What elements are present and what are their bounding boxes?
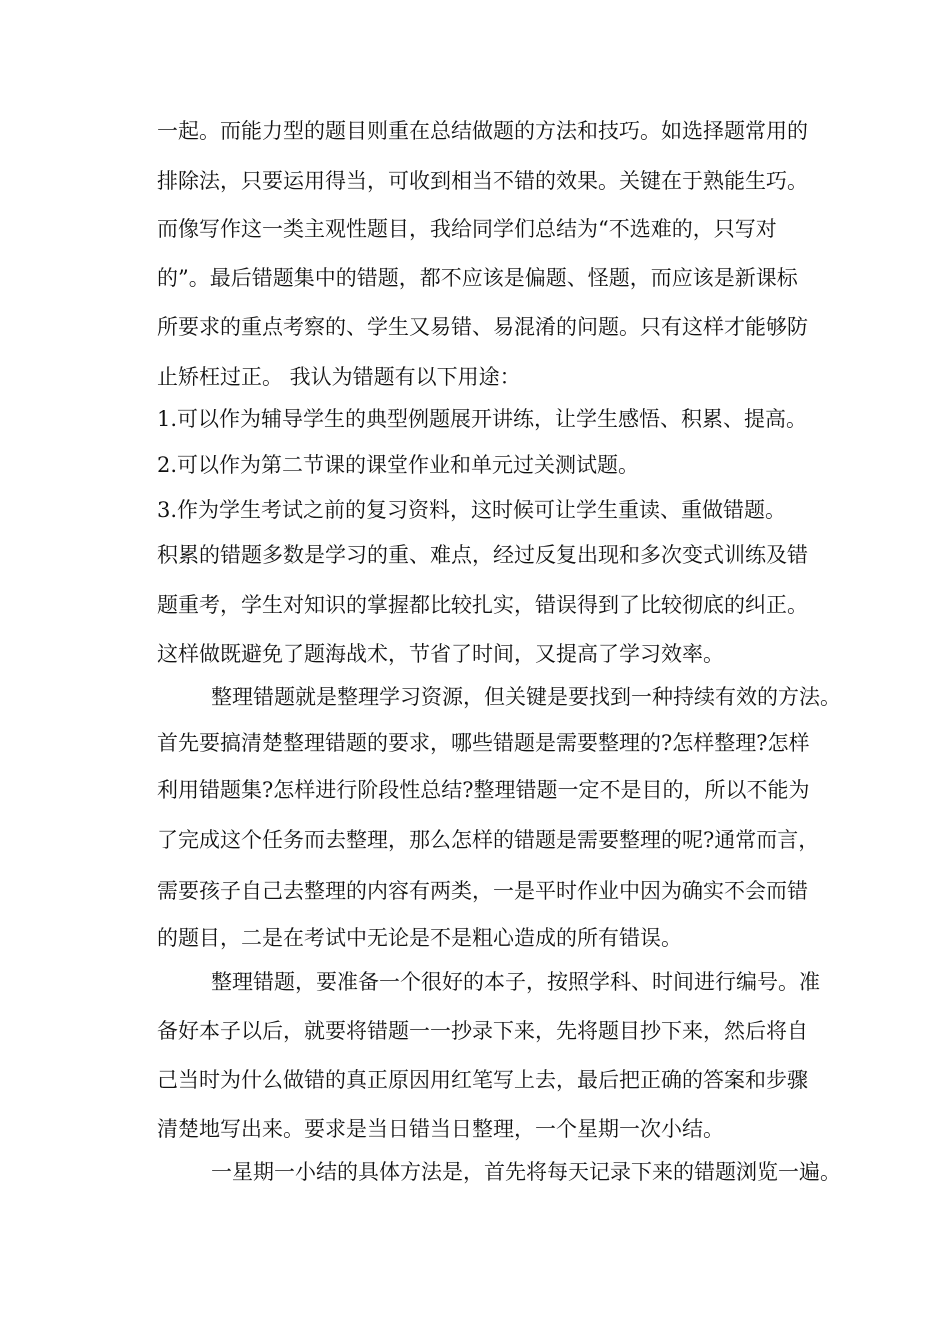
text-line: 题重考，学生对知识的掌握都比较扎实，错误得到了比较彻底的纠正。 bbox=[157, 593, 808, 617]
text-line: 需要孩子自己去整理的内容有两类，一是平时作业中因为确实不会而错 bbox=[157, 879, 808, 903]
text-line: 的”。最后错题集中的错题，都不应该是偏题、怪题，而应该是新课标 bbox=[157, 266, 798, 290]
text-line: 了完成这个任务而去整理，那么怎样的错题是需要整理的呢?通常而言， bbox=[157, 828, 820, 852]
paragraph-start-line: 整理错题就是整理学习资源，但关键是要找到一种持续有效的方法。 bbox=[211, 685, 841, 709]
text-line: 清楚地写出来。要求是当日错当日整理，一个星期一次小结。 bbox=[157, 1117, 724, 1141]
text-line: 这样做既避免了题海战术，节省了时间，又提高了学习效率。 bbox=[157, 642, 724, 666]
text-line: 备好本子以后，就要将错题一一抄录下来，先将题目抄下来，然后将自 bbox=[157, 1019, 808, 1043]
text-line: 一起。而能力型的题目则重在总结做题的方法和技巧。如选择题常用的 bbox=[157, 119, 808, 143]
text-line: 止矫枉过正。 我认为错题有以下用途： bbox=[157, 365, 521, 389]
text-line: 而像写作这一类主观性题目，我给同学们总结为“不选难的，只写对 bbox=[157, 217, 777, 241]
list-item: 1.可以作为辅导学生的典型例题展开讲练，让学生感悟、积累、提高。 bbox=[157, 407, 808, 431]
paragraph-start-line: 整理错题，要准备一个很好的本子，按照学科、时间进行编号。准 bbox=[211, 970, 820, 994]
list-item: 2.可以作为第二节课的课堂作业和单元过关测试题。 bbox=[157, 453, 640, 477]
text-line: 己当时为什么做错的真正原因用红笔写上去，最后把正确的答案和步骤 bbox=[157, 1068, 808, 1092]
text-line: 排除法，只要运用得当，可收到相当不错的效果。关键在于熟能生巧。 bbox=[157, 169, 808, 193]
text-line: 所要求的重点考察的、学生又易错、易混淆的问题。只有这样才能够防 bbox=[157, 315, 808, 339]
text-line: 利用错题集?怎样进行阶段性总结?整理错题一定不是目的，所以不能为 bbox=[157, 778, 810, 802]
text-line: 首先要搞清楚整理错题的要求，哪些错题是需要整理的?怎样整理?怎样 bbox=[157, 731, 810, 755]
text-line: 积累的错题多数是学习的重、难点，经过反复出现和多次变式训练及错 bbox=[157, 543, 808, 567]
list-item: 3.作为学生考试之前的复习资料，这时候可让学生重读、重做错题。 bbox=[157, 498, 787, 522]
text-line: 的题目，二是在考试中无论是不是粗心造成的所有错误。 bbox=[157, 926, 682, 950]
paragraph-start-line: 一星期一小结的具体方法是，首先将每天记录下来的错题浏览一遍。 bbox=[211, 1160, 841, 1184]
